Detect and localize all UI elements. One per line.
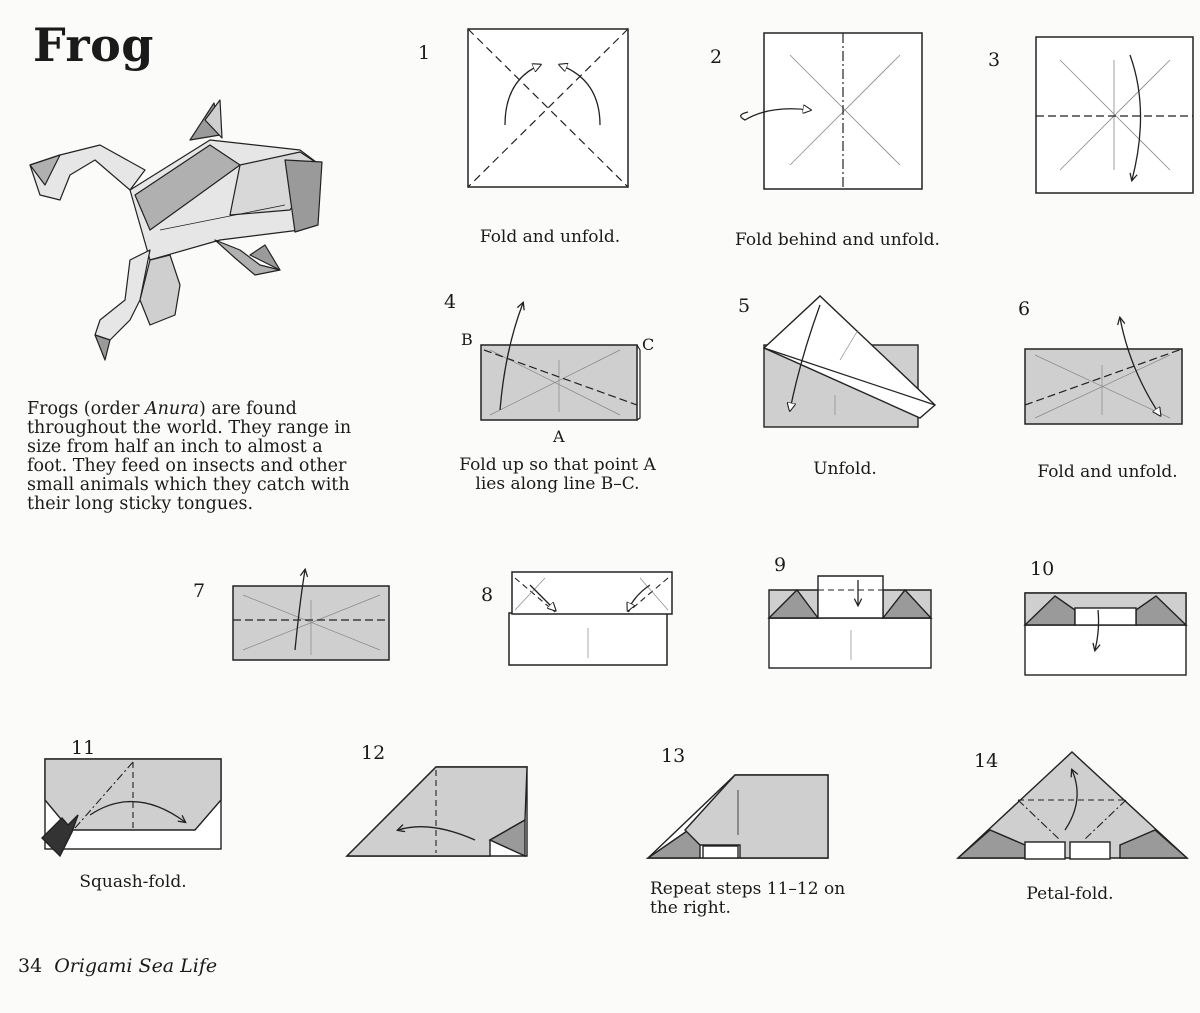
point-b-label: B xyxy=(461,330,473,349)
step-12-number: 12 xyxy=(361,742,386,764)
step-12-diagram xyxy=(347,767,527,856)
step-9-diagram xyxy=(769,576,931,668)
step-7-number: 7 xyxy=(193,580,206,602)
step-3-number: 3 xyxy=(988,49,1001,71)
step-4-number: 4 xyxy=(444,291,457,313)
step-6-caption: Fold and unfold. xyxy=(1037,462,1178,482)
step-7-diagram xyxy=(233,570,389,660)
step-8-diagram xyxy=(509,572,672,665)
book-title: Origami Sea Life xyxy=(54,955,218,977)
step-14-caption: Petal-fold. xyxy=(1026,884,1114,904)
step-1-caption: Fold and unfold. xyxy=(479,227,621,247)
step-5-caption: Unfold. xyxy=(813,459,877,479)
step-10-number: 10 xyxy=(1030,558,1055,580)
step-6-number: 6 xyxy=(1018,298,1031,320)
step-11-diagram xyxy=(42,759,221,856)
step-10-diagram xyxy=(1025,593,1186,675)
step-9-number: 9 xyxy=(774,554,787,576)
point-a-label: A xyxy=(553,427,565,446)
step-1-number: 1 xyxy=(418,42,431,64)
step-11-number: 11 xyxy=(71,737,96,759)
step-13-number: 13 xyxy=(661,745,686,767)
step-8-number: 8 xyxy=(481,584,494,606)
step-14-diagram xyxy=(958,752,1187,859)
step-3-diagram xyxy=(1036,37,1193,193)
step-1-diagram xyxy=(468,29,628,187)
step-5-number: 5 xyxy=(738,295,751,317)
step-2-caption: Fold behind and unfold. xyxy=(735,230,940,250)
step-6-diagram xyxy=(1025,318,1182,424)
step-4-caption: Fold up so that point A lies along line B–C. xyxy=(459,455,656,494)
step-2-diagram xyxy=(741,33,922,189)
step-5-diagram xyxy=(764,296,935,427)
step-4-diagram xyxy=(461,303,654,446)
intro-text: Frogs (order Anura) are found throughout the world. They range in size from half an inch to almost a foot. They feed on insects and other small animals which they catch with their long sticky tongues. xyxy=(27,399,352,514)
step-11-caption: Squash-fold. xyxy=(79,872,187,892)
step-13-diagram xyxy=(648,775,828,858)
point-c-label: C xyxy=(642,335,655,354)
step-2-number: 2 xyxy=(710,46,723,68)
frog-illustration xyxy=(30,100,322,360)
page-number: 34 xyxy=(18,955,43,977)
page-title: Frog xyxy=(33,18,154,72)
step-13-caption: Repeat steps 11–12 on the right. xyxy=(650,879,846,918)
step-14-number: 14 xyxy=(974,750,999,772)
